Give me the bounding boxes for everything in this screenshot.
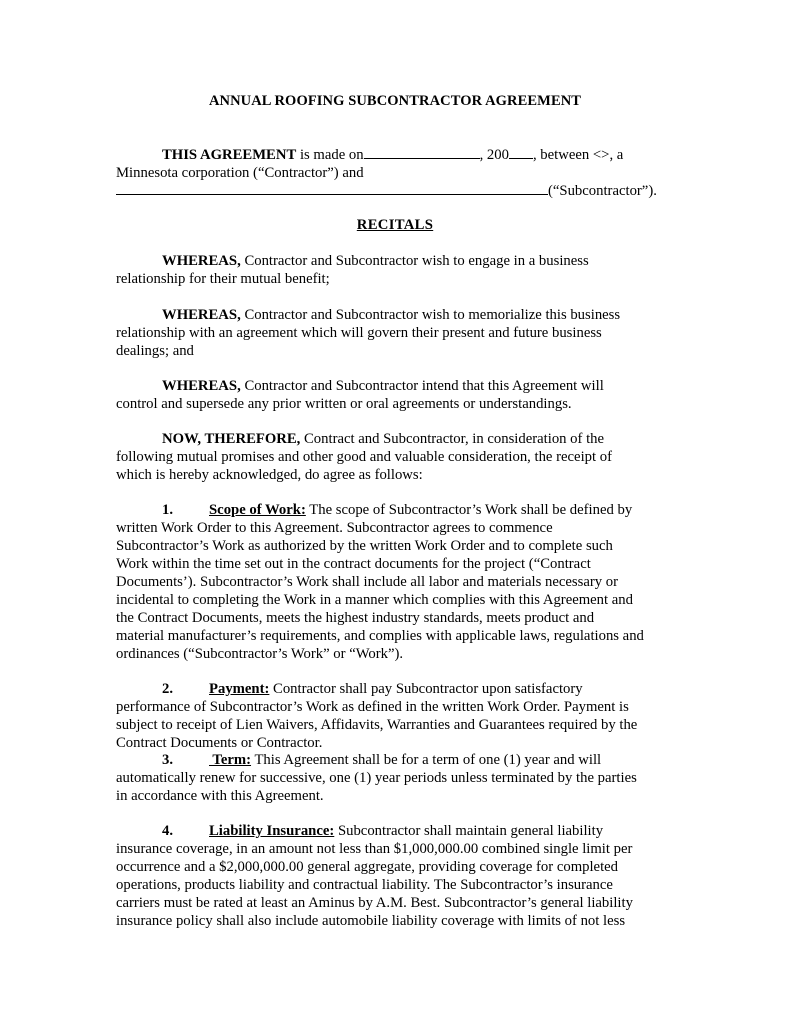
section-2-line-1 <box>162 680 583 698</box>
document-title: ANNUAL ROOFING SUBCONTRACTOR AGREEMENT <box>208 93 582 109</box>
intro-line-1 <box>162 146 623 164</box>
now-therefore-line-1 <box>162 430 604 448</box>
section-1-number: 1. <box>162 502 174 518</box>
whereas-3-text: Contractor and Subcontractor intend that this Agreement will <box>240 378 604 394</box>
section-4-line: occurrence and a $2,000,000.00 general aggregate, providing coverage for completed <box>116 859 619 875</box>
section-3-text: This Agreement shall be for a term of one (1) year and will <box>251 752 602 768</box>
intro-text-1: is made on <box>296 147 364 163</box>
section-3-line-1 <box>162 751 601 769</box>
section-4-line: operations, products liability and contractual liability. The Subcontractor’s insurance <box>116 877 613 893</box>
section-4-text: Subcontractor shall maintain general liability <box>334 823 604 839</box>
whereas-2-lead: WHEREAS, <box>162 307 241 323</box>
whereas-1-lead: WHEREAS, <box>162 253 241 269</box>
whereas-3-line-1 <box>162 377 604 395</box>
section-4-line: insurance coverage, in an amount not less than $1,000,000.00 combined single limit per <box>116 841 633 857</box>
section-2-line: subject to receipt of Lien Waivers, Affidavits, Warranties and Guarantees required by the <box>116 717 638 733</box>
whereas-2-line-2: relationship with an agreement which will govern their present and future business <box>116 325 602 341</box>
section-2-text: Contractor shall pay Subcontractor upon satisfactory <box>269 681 583 697</box>
subcontractor-name-blank <box>116 182 548 195</box>
intro-text-2: , 200 <box>479 147 509 163</box>
now-therefore-lead: NOW, THEREFORE, <box>162 431 301 447</box>
section-2-heading: Payment: <box>209 681 270 697</box>
section-4-number: 4. <box>162 823 174 839</box>
section-1-line: the Contract Documents, meets the highest industry standards, meets product and <box>116 610 595 626</box>
section-4-heading: Liability Insurance: <box>209 823 335 839</box>
section-4-line-1 <box>162 822 603 840</box>
section-1-line: Subcontractor’s Work as authorized by the written Work Order and to complete such <box>116 538 613 554</box>
now-therefore-line-2: following mutual promises and other good and valuable consideration, the receipt of <box>116 449 612 465</box>
date-blank <box>364 146 480 159</box>
section-3-heading: Term: <box>209 752 252 768</box>
now-therefore-text: Contract and Subcontractor, in consideration of the <box>300 431 605 447</box>
whereas-2-line-1 <box>162 306 620 324</box>
section-1-line: Work within the time set out in the contract documents for the project (“Contract <box>116 556 591 572</box>
section-2-line: Contract Documents or Contractor. <box>116 735 323 751</box>
whereas-1-text: Contractor and Subcontractor wish to engage in a business <box>240 253 589 269</box>
section-4-line: insurance policy shall also include automobile liability coverage with limits of not less <box>116 913 626 929</box>
now-therefore-line-3: which is hereby acknowledged, do agree as follows: <box>116 467 423 483</box>
section-1-line: incidental to completing the Work in a manner which complies with this Agreement and <box>116 592 633 608</box>
section-3-line: in accordance with this Agreement. <box>116 788 324 804</box>
section-1-text: The scope of Subcontractor’s Work shall be defined by <box>305 502 633 518</box>
whereas-3-lead: WHEREAS, <box>162 378 241 394</box>
section-2-line: performance of Subcontractor’s Work as defined in the written Work Order. Payment is <box>116 699 629 715</box>
whereas-1-line-1 <box>162 252 589 270</box>
intro-line-3 <box>116 182 657 200</box>
section-1-line-1 <box>162 501 632 519</box>
section-4-line: carriers must be rated at least an Aminus by A.M. Best. Subcontractor’s general liability <box>116 895 633 911</box>
intro-line-2: Minnesota corporation (“Contractor”) and <box>116 165 364 181</box>
intro-lead: THIS AGREEMENT <box>162 147 297 163</box>
intro-text-3: , between <>, a <box>532 147 624 163</box>
year-blank <box>509 146 533 159</box>
section-1-line: ordinances (“Subcontractor’s Work” or “Work”). <box>116 646 404 662</box>
whereas-2-line-3: dealings; and <box>116 343 194 359</box>
section-3-line: automatically renew for successive, one (1) year periods unless terminated by the parties <box>116 770 637 786</box>
section-1-line: Documents’). Subcontractor’s Work shall include all labor and materials necessary or <box>116 574 618 590</box>
whereas-3-line-2: control and supersede any prior written or oral agreements or understandings. <box>116 396 572 412</box>
whereas-1-line-2: relationship for their mutual benefit; <box>116 271 330 287</box>
section-1-heading: Scope of Work: <box>209 502 306 518</box>
intro-line-3-end: (“Subcontractor”). <box>548 183 657 199</box>
section-1-line: material manufacturer’s requirements, and complies with applicable laws, regulations and <box>116 628 644 644</box>
section-2-number: 2. <box>162 681 174 697</box>
whereas-2-text: Contractor and Subcontractor wish to memorialize this business <box>240 307 621 323</box>
recitals-heading: RECITALS <box>356 217 434 233</box>
section-1-line: written Work Order to this Agreement. Subcontractor agrees to commence <box>116 520 553 536</box>
section-3-number: 3. <box>162 752 174 768</box>
